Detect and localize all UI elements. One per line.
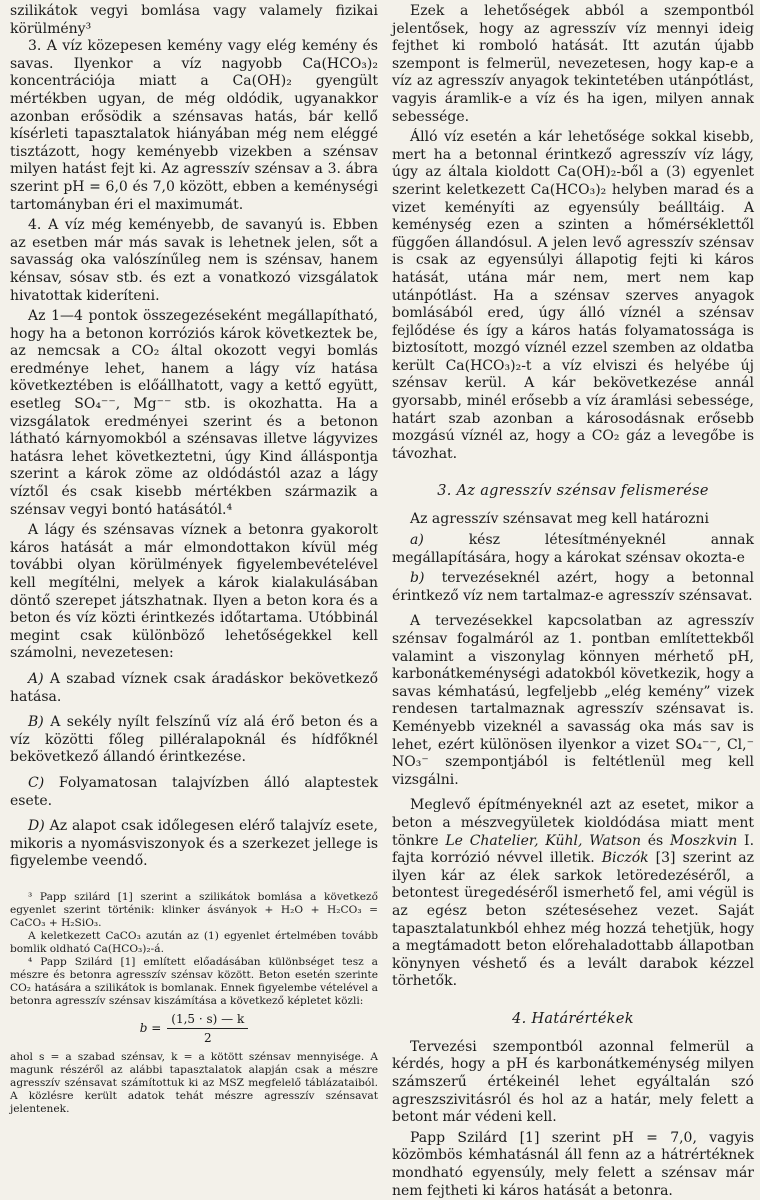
list-item-b-lower: [392, 570, 754, 605]
list-label-c: C): [28, 774, 45, 791]
author-name-moszkvin: Moszkvin: [670, 832, 738, 849]
list-label-b-lower: b): [410, 570, 425, 587]
footnote-4-continued: ahol s = a szabad szénsav, k = a kötött szénsav mennyisége. A magunk részéről az alábbi tapasztalatok alapján csak a mészre agresszív szénsavat számítottuk ki az MSZ megfelelő táblázataiból. A közlésre került adatok tehát mészre agresszív szénsavat jelentenek.: [10, 1050, 378, 1115]
list-item-c: [10, 775, 378, 810]
footnotes: [10, 891, 378, 1116]
list-label-b: B): [28, 714, 44, 731]
list-item-a-lower: [392, 532, 754, 567]
text-run-3: I. fajta korrózió névvel illetik.: [392, 832, 755, 867]
section-heading-3: 3. Az agresszív szénsav felismerése: [437, 483, 709, 500]
paragraph-determination: Az agresszív szénsavat meg kell határozni: [410, 511, 710, 528]
formula-fraction: [167, 1012, 248, 1045]
paragraph-existing-structures: [392, 797, 754, 991]
list-text-b-lower: tervezéseknél azért, hogy a betonnal érintkező víz nem tartalmaz-e agresszív szénsavat.: [392, 570, 754, 604]
paragraph-papp: Papp Szilárd [1] szerint pH = 7,0, vagyis közömbös kémhatásnál áll fenn az a hátrértéknek mondható egyensúly, mely felett a szénsav már nem fejtheti ki káros hatását a betonra.: [392, 1129, 754, 1199]
author-names: Le Chatelier, Kühl, Watson: [445, 832, 641, 849]
text-run-2: és: [640, 832, 671, 849]
paragraph-standing-water: Álló víz esetén a kár lehetősége sokkal kisebb, mert ha a betonnal érintkező agresszív víz lágy, úgy az általa kioldott Ca(OH)₂-ből a (3) egyenlet szerint keletkezett Ca(HCO₃)₂ helyben marad és a vizet keményíti az egyensúly beálltáig. A keménység ezen a szinten a hőmérséklettől függően állandósul. A jelen levő agresszív szénsav is csak az egyensúlyi állapotig fejti ki káros hatását, utána már nem, mert nem kap utánpótlást. Ha a szénsav szerves anyagok bomlásából ered, úgy álló víznél a szénsav fejlődése és így a káros hatás folyamatossága is biztosított, mozgó víznél ezzel szemben az oldatba került Ca(HCO₃)₂-t a víz elviszi és helyébe új szénsav kerül. A kár bekövetkezése annál gyorsabb, minél erősebb a víz áramlási sebessége, határt szab azonban a károsodásnak erősebb mozgású víznél az, hogy a CO₂ gáz a levegőbe is távozhat.: [392, 129, 754, 462]
list-item-d: [10, 818, 378, 871]
paragraph-summary: Az 1—4 pontok összegezéseként megállapítható, hogy ha a betonon korróziós károk következtek be, az nemcsak a CO₂ által okozott vegyi bomlás eredménye lehet, hanem a lágy víz hatása következtében is előállhatott, vagy a kettő együtt, esetleg SO₄⁻⁻, Mg⁻⁻ stb. is okozhatta. Ha a vizsgálatok eredményei szerint és a betonon látható kárnyomokból a szénsavas illetve lágyvizes hatásra lehet következtetni, úgy Kind álláspontja szerint a károk zöme az oldódástól azaz a lágy víztől és csak kisebb mértékben származik a szénsav vegyi bontó hatásától.⁴: [10, 308, 378, 518]
formula-lhs: b =: [139, 1021, 162, 1036]
text-run-4: [3] szerint az ilyen kár az élek sarkok letöredezéséről, a betontest üregedéséről ismerhető fel, ami végül is az egész beton szétesésehez vezet. Saját tapasztalatunkból ehhez még hozzá tehetjük, hogy a megtámadott beton előrehaladottabb állapotban könynyen véshető és a levált darabok kézzel törhetők.: [392, 850, 755, 990]
formula-numerator: (1,5 · s) — k: [167, 1012, 248, 1029]
paragraph-possibilities: Ezek a lehetőségek abból a szempontból jelentősek, hogy az agresszív víz mennyi ideig fejthet ki romboló hatását. Itt azután újabb szempont is felmerül, nevezetesen, hogy kap-e a víz az agresszív anyagok tekintetében utánpótlást, vagyis áramlik-e a víz és ha igen, milyen annak sebessége.: [392, 3, 754, 125]
left-column: [10, 3, 378, 1116]
author-name-biczok: Biczók: [601, 850, 649, 867]
footnote-3: ³ Papp szilárd [1] szerint a szilikátok bomlása a következő egyenlet szerint történik: klinker ásványok + H₂O + H₂CO₃ = CaCO₃ + H₂SiO₃.: [10, 890, 378, 929]
list-item-b: [10, 714, 378, 767]
section-heading-4: 4. Határértékek: [512, 1010, 634, 1027]
list-item-a: [10, 671, 378, 706]
paragraph-contact-conditions: A lágy és szénsavas víznek a betonra gyakorolt káros hatását a már elmondottakon kívül még további olyan körülmények figyelembevételével kell megítélni, melyek a károk kialakulásában döntő szerepet játszhatnak. Ilyen a beton kora és a beton és víz közti érintkezés időtartama. Utóbbinál megint csak különböző lehetőségekkel kell számolni, nevezetesen:: [10, 522, 378, 662]
list-label-a: A): [28, 670, 44, 687]
list-text-c: Folyamatosan talajvízben álló alaptestek esete.: [10, 774, 378, 809]
right-column: [392, 3, 754, 1200]
paragraph-limits: Tervezési szempontból azonnal felmerül a kérdés, hogy a pH és karbonátkeménység milyen számszerű értékeinél lehet egyáltalán szó agreszszivitásról és hol az a határ, mely felett a betont már védeni kell.: [392, 1038, 754, 1126]
list-label-a-lower: a): [410, 532, 424, 549]
text-run-1: Meglevő építményeknél azt az esetet, mikor a beton a mészvegyületek kioldódása miatt ment tönkre: [392, 797, 754, 849]
formula-denominator: 2: [203, 1030, 212, 1045]
list-text-d: Az alapot csak időlegesen elérő talajvíz esete, mikoris a nyomásviszonyok és a szerkezet jellege is figyelembe veendő.: [10, 818, 378, 870]
list-label-d: D): [28, 818, 45, 835]
list-text-a: A szabad víznek csak áradáskor bekövetkező hatása.: [10, 670, 378, 705]
formula: [10, 1012, 378, 1045]
list-text-b: A sekély nyílt felszínű víz alá érő beton és a víz közötti főleg pilléralapoknál és hídfőknél bekövetkező állandó érintkezése.: [10, 714, 378, 766]
paragraph-case-3: 3. A víz közepesen kemény vagy elég kemény és savas. Ilyenkor a víz nagyobb Ca(HCO₃)₂ koncentrációja miatt a Ca(OH)₂ gyengült mértékben ugyan, de még oldódik, ugyanakkor azonban erősödik a szénsavas hatás, bár kellő kísérleti tapasztalatok hiányában még nem eléggé tisztázott, hogy keményebb vizekben a szénsav milyen hatást fejt ki. Az agresszív szénsav a 3. ábra szerint pH = 6,0 és 7,0 között, ebben a keménységi tartományban éri el maximumát.: [10, 38, 378, 213]
footnote-4: ⁴ Papp Szilárd [1] említett előadásában különbséget tesz a mészre és betonra agresszív szénsav között. Beton esetén szerinte CO₂ hatására a szilikátok is bomlanak. Ennek figyelembe vételével a betonra agresszív szénsav kiszámítása a következő képletet közli:: [10, 955, 378, 1007]
paragraph-continuation: szilikátok vegyi bomlása vagy valamely fizikai körülmény³: [10, 3, 378, 37]
list-text-a-lower: kész létesítményeknél annak megállapítására, hogy a károkat szénsav okozta-e: [392, 532, 754, 566]
paragraph-case-4: 4. A víz még keményebb, de savanyú is. Ebben az esetben már más savak is lehetnek jelen, sőt a savasság oka valószínűleg nem is szénsav, hanem kénsav, sósav stb. és ezt a vonatkozó vizsgálatok hivatottak kideríteni.: [10, 217, 378, 304]
paragraph-design: A tervezésekkel kapcsolatban az agresszív szénsav fogalmáról az 1. pontban említettekből valamint a viszonylag könnyen mérhető pH, karbonátkeménységi adatokból következik, hogy a savas kémhatású, legfeljebb „elég kemény” vizek rendesen tartalmaznak agresszív szénsavat is. Keményebb vizeknél a savasság oka más sav is lehet, ezért különösen ilyenkor a vizet SO₄⁻⁻, Cl,⁻ NO₃⁻ szempontjából is feltétlenül meg kell vizsgálni.: [392, 613, 754, 788]
footnote-3-continued: A keletkezett CaCO₃ azután az (1) egyenlet értelmében tovább bomlik oldható Ca(HCO₃)₂-á.: [10, 929, 378, 955]
